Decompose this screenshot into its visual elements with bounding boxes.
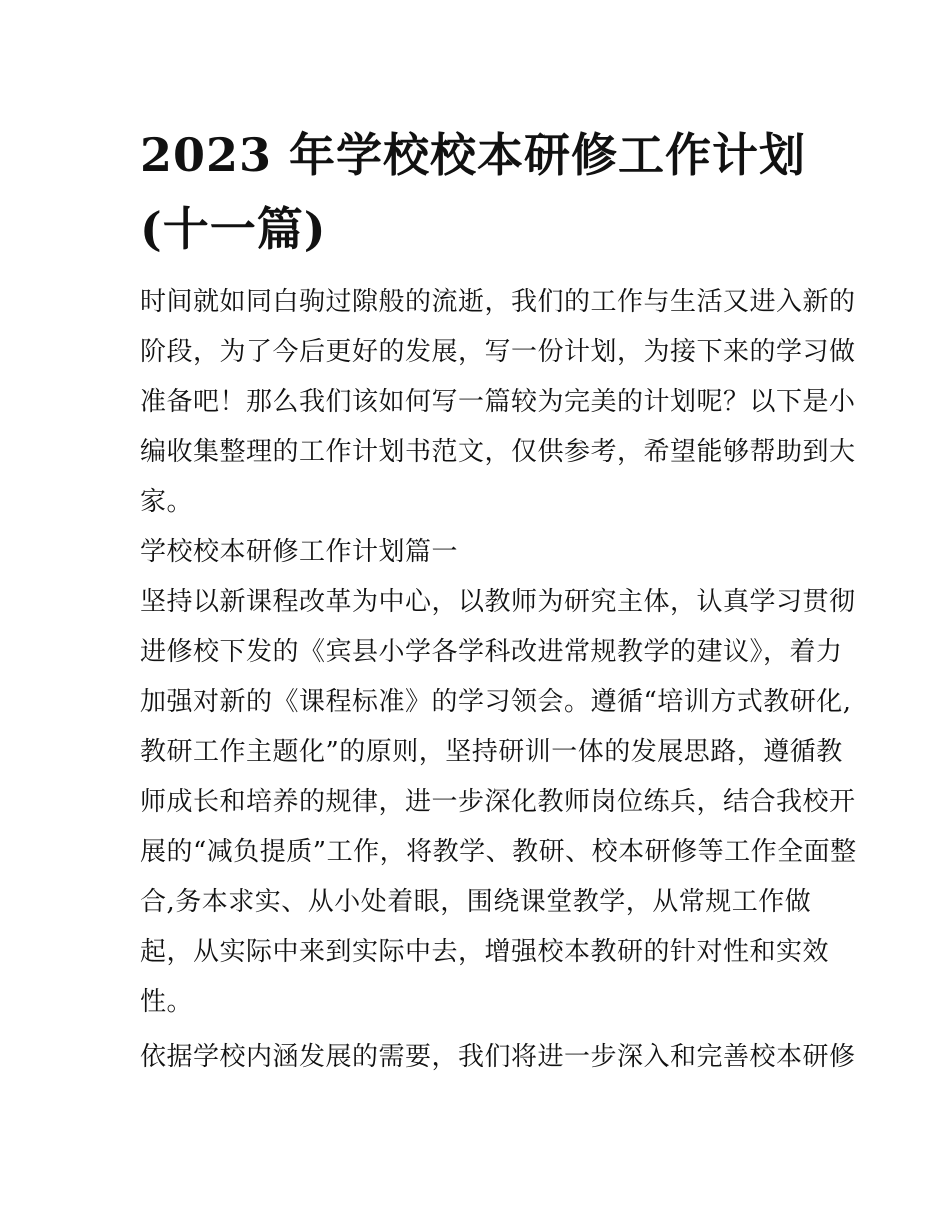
body-line: 合,务本求实、从小处着眼，围绕课堂教学，从常规工作做 [140, 887, 812, 917]
title-line-1: 2023 年学校校本研修工作计划 [140, 128, 807, 182]
document-title [140, 118, 820, 266]
intro-line: 阶段，为了今后更好的发展，写一份计划，为接下来的学习做 [140, 337, 856, 367]
body-line-last: 依据学校内涵发展的需要，我们将进一步深入和完善校本研修 [140, 1042, 856, 1072]
body-line: 坚持以新课程改革为中心，以教师为研究主体，认真学习贯彻 [140, 587, 856, 617]
body-line: 加强对新的《课程标准》的学习领会。遵循“培训方式教研化, [140, 687, 852, 717]
title-line-2: (十一篇) [140, 202, 327, 256]
body-line: 教研工作主题化”的原则，坚持研训一体的发展思路，遵循教 [140, 737, 843, 767]
section-heading: 学校校本研修工作计划篇一 [140, 537, 459, 567]
intro-line: 家。 [140, 487, 194, 517]
body-line: 起，从实际中来到实际中去，增强校本教研的针对性和实效 [140, 937, 830, 967]
body-line: 师成长和培养的规律，进一步深化教师岗位练兵，结合我校开 [140, 787, 856, 817]
body-line: 性。 [140, 987, 194, 1017]
intro-line: 准备吧！那么我们该如何写一篇较为完美的计划呢？以下是小 [140, 387, 856, 417]
intro-line: 编收集整理的工作计划书范文，仅供参考，希望能够帮助到大 [140, 437, 856, 467]
body-line: 进修校下发的《宾县小学各学科改进常规教学的建议》，着力 [140, 637, 843, 667]
intro-line: 时间就如同白驹过隙般的流逝，我们的工作与生活又进入新的 [140, 287, 856, 317]
body-line: 展的“减负提质”工作，将教学、教研、校本研修等工作全面整 [140, 837, 857, 867]
